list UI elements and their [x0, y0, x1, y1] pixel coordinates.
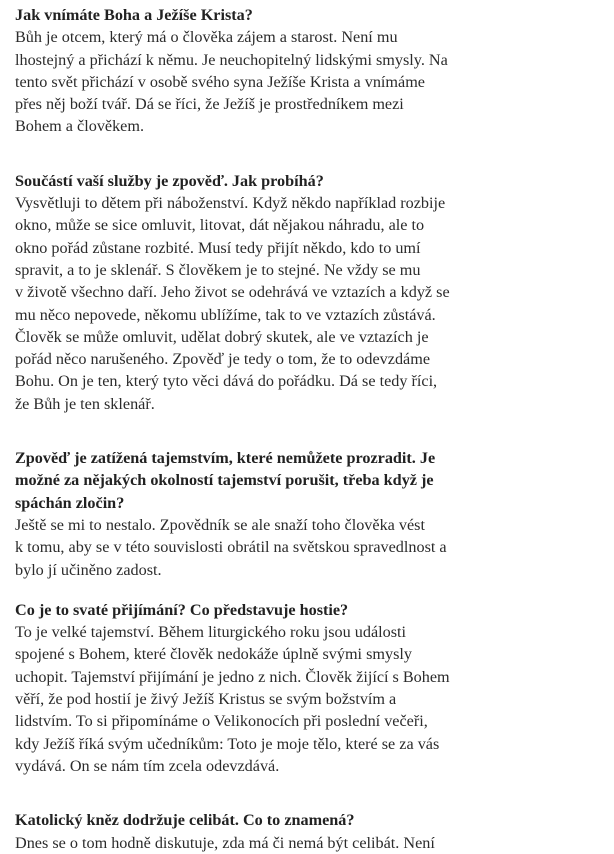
qa-block-god — [15, 4, 595, 138]
question-line: Jak vnímáte Boha a Ježíše Krista? — [15, 6, 253, 24]
answer-line: Ještě se mi to nestalo. Zpovědník se ale snaží toho člověka vést — [15, 515, 425, 534]
question-heading — [15, 809, 595, 831]
answer-paragraph — [15, 26, 595, 137]
answer-line: v životě všechno daří. Jeho život se odehrává ve vztazích a když se — [15, 283, 450, 302]
question-line: Zpověď je zatížená tajemstvím, které nemůžete prozradit. Je — [15, 449, 436, 468]
answer-line: bylo jí učiněno zadost. — [15, 560, 162, 579]
qa-block-secret — [15, 447, 595, 581]
answer-line: mu něco nepovede, někomu ublížíme, tak to ve vztazích zůstává. — [15, 305, 436, 324]
answer-line: okno, může se sice omluvit, litovat, dát nějakou náhradu, ale to — [15, 216, 425, 235]
answer-line: spravit, a to je sklenář. S člověkem je to stejné. Ne vždy se mu — [15, 260, 421, 279]
question-heading — [15, 599, 595, 621]
spacer — [15, 415, 595, 447]
question-heading — [15, 447, 595, 514]
answer-line: přes něj boží tvář. Dá se říci, že Ježíš je prostředníkem mezi — [15, 95, 404, 114]
answer-line: kdy Ježíš říká svým učedníkům: Toto je moje tělo, které se za vás — [15, 734, 440, 753]
answer-line: To je velké tajemství. Během liturgického roku jsou události — [15, 623, 407, 642]
answer-line: Člověk se může omluvit, udělat dobrý skutek, ale ve vztazích je — [15, 327, 429, 346]
answer-paragraph — [15, 192, 595, 415]
qa-block-confession — [15, 170, 595, 415]
answer-line: okno pořád zůstane rozbité. Musí tedy přijít někdo, kdo to umí — [15, 238, 421, 257]
answer-line: Bůh je otcem, který má o člověka zájem a starost. Není mu — [15, 28, 398, 47]
answer-line: spojené s Bohem, které člověk nedokáže úplně svými smysly — [15, 645, 412, 664]
question-line: Katolický kněz dodržuje celibát. Co to znamená? — [15, 811, 355, 830]
qa-block-celibacy — [15, 809, 595, 854]
spacer — [15, 581, 595, 599]
question-heading — [15, 4, 595, 26]
answer-paragraph — [15, 621, 595, 777]
question-heading — [15, 170, 595, 192]
question-line: Co je to svaté přijímání? Co představuje hostie? — [15, 600, 349, 619]
answer-line: pořád něco narušeného. Zpověď je tedy o tom, že to odevzdáme — [15, 350, 431, 369]
answer-line: uchopit. Tajemství přijímání je jedno z nich. Člověk žijící s Bohem — [15, 667, 450, 686]
spacer — [15, 777, 595, 809]
qa-block-communion — [15, 599, 595, 777]
answer-paragraph — [15, 514, 595, 581]
answer-line: lidstvím. To si připomínáme o Velikonocích při poslední večeři, — [15, 712, 428, 731]
interview-article — [15, 4, 595, 854]
question-line: Součástí vaší služby je zpověď. Jak probíhá? — [15, 171, 324, 190]
question-line: spáchán zločin? — [15, 493, 125, 512]
answer-paragraph — [15, 832, 595, 854]
answer-line: tento svět přichází v osobě svého syna Ježíše Krista a vnímáme — [15, 72, 425, 91]
answer-line: Dnes se o tom hodně diskutuje, zda má či nemá být celibát. Není — [15, 833, 435, 852]
spacer — [15, 138, 595, 170]
answer-line: Bohem a člověkem. — [15, 117, 145, 136]
answer-line: k tomu, aby se v této souvislosti obrátil na světskou spravedlnost a — [15, 538, 447, 557]
answer-line: Bohu. On je ten, který tyto věci dává do pořádku. Dá se tedy říci, — [15, 372, 438, 391]
answer-line: lhostejný a přichází k němu. Je neuchopitelný lidskými smysly. Na — [15, 50, 448, 69]
answer-line: že Bůh je ten sklenář. — [15, 394, 155, 413]
question-line: možné za nějakých okolností tajemství porušit, třeba když je — [15, 471, 434, 490]
answer-line: věří, že pod hostií je živý Ježíš Kristus se svým božstvím a — [15, 690, 397, 709]
answer-line: Vysvětluji to dětem při náboženství. Když někdo například rozbije — [15, 194, 446, 213]
answer-line: vydává. On se nám tím zcela odevzdává. — [15, 756, 280, 775]
